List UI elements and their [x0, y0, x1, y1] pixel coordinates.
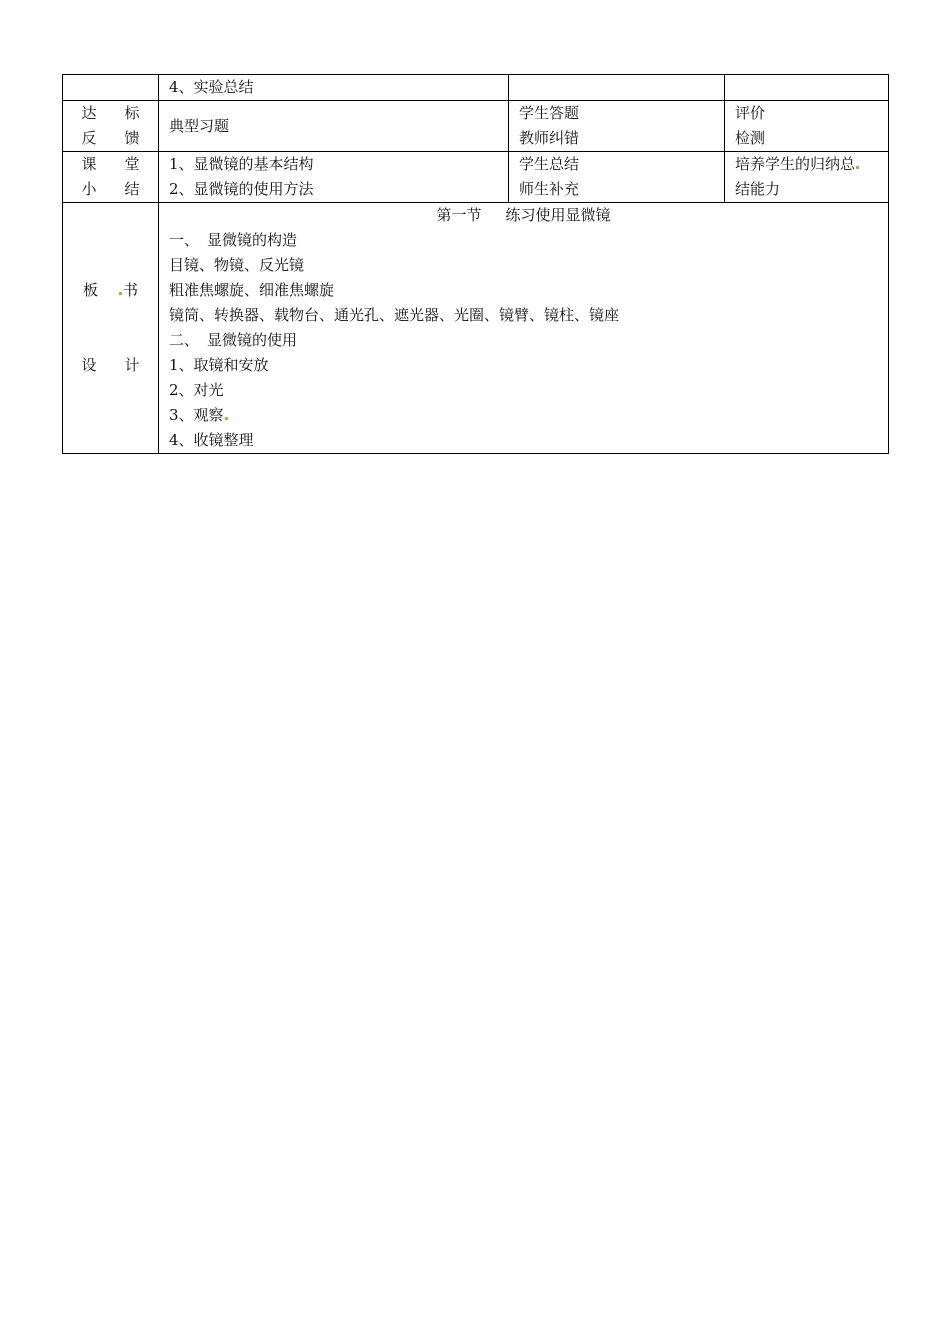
- scan-dot-mark: [856, 166, 859, 169]
- board-label-char: 板: [82, 281, 98, 299]
- board-title-section: 第一节: [436, 206, 482, 224]
- board-title-text: 练习使用显微镜: [505, 206, 611, 224]
- row-feedback: [63, 101, 889, 152]
- class-summary-label-cell: [63, 152, 159, 203]
- row-class-summary: [63, 152, 889, 203]
- board-part1-title: 显微镜的构造: [207, 231, 298, 249]
- class-summary-activity-cell: [509, 152, 725, 203]
- class-summary-content-1: 1、显微镜的基本结构: [169, 155, 314, 173]
- board-line-1: 目镜、物镜、反光镜: [169, 256, 305, 274]
- class-summary-content-cell: [159, 152, 509, 203]
- board-label-char: 计: [124, 356, 140, 374]
- class-summary-intent-2: 结能力: [735, 180, 781, 198]
- board-part2-title: 显微镜的使用: [207, 331, 298, 349]
- empty-activity-cell: [509, 75, 725, 101]
- board-part2-number: 二、: [169, 331, 200, 349]
- class-summary-label-char: 小: [81, 180, 97, 198]
- class-summary-intent-1: 培养学生的归纳总: [735, 155, 856, 173]
- board-step-4: 4、收镜整理: [169, 431, 254, 449]
- board-content-cell: [159, 203, 889, 454]
- summary-text: 4、实验总结: [169, 78, 254, 96]
- class-summary-label-char: 堂: [124, 155, 140, 173]
- board-step-2: 2、对光: [169, 381, 224, 399]
- summary-content-cell: [159, 75, 509, 101]
- board-label-char: 设: [81, 356, 97, 374]
- board-label-char: 书: [123, 281, 139, 299]
- feedback-content-cell: [159, 101, 509, 152]
- board-step-1: 1、取镜和安放: [169, 356, 269, 374]
- scan-dot-mark: [225, 417, 228, 420]
- class-summary-activity-1: 学生总结: [519, 155, 580, 173]
- scan-dot-mark: [119, 292, 122, 295]
- row-experiment-summary: [63, 75, 889, 101]
- lesson-plan-table: [62, 74, 889, 454]
- feedback-label-char: 标: [124, 104, 140, 122]
- empty-intent-cell: [725, 75, 889, 101]
- board-line-2: 粗准焦螺旋、细准焦螺旋: [169, 281, 335, 299]
- feedback-activity-1: 学生答题: [519, 104, 580, 122]
- feedback-label-char: 反: [81, 129, 97, 147]
- feedback-intent-2: 检测: [735, 129, 766, 147]
- feedback-intent-1: 评价: [735, 104, 766, 122]
- feedback-label-char: 达: [81, 104, 97, 122]
- board-label-cell: [63, 203, 159, 454]
- class-summary-activity-2: 师生补充: [519, 180, 580, 198]
- feedback-label-char: 馈: [124, 129, 140, 147]
- board-step-3: 3、观察: [169, 406, 224, 424]
- feedback-label-cell: [63, 101, 159, 152]
- class-summary-label-char: 结: [124, 180, 140, 198]
- feedback-content: 典型习题: [169, 116, 230, 135]
- board-title: [169, 203, 878, 228]
- board-line-3: 镜筒、转换器、载物台、通光孔、遮光器、光圈、镜臂、镜柱、镜座: [169, 306, 620, 324]
- feedback-activity-2: 教师纠错: [519, 129, 580, 147]
- class-summary-intent-cell: [725, 152, 889, 203]
- class-summary-label-char: 课: [81, 155, 97, 173]
- board-part1-number: 一、: [169, 231, 200, 249]
- row-board-design: [63, 203, 889, 454]
- board-part2-heading: [169, 328, 878, 353]
- feedback-intent-cell: [725, 101, 889, 152]
- board-part1-heading: [169, 228, 878, 253]
- class-summary-content-2: 2、显微镜的使用方法: [169, 180, 314, 198]
- empty-label-cell: [63, 75, 159, 101]
- feedback-activity-cell: [509, 101, 725, 152]
